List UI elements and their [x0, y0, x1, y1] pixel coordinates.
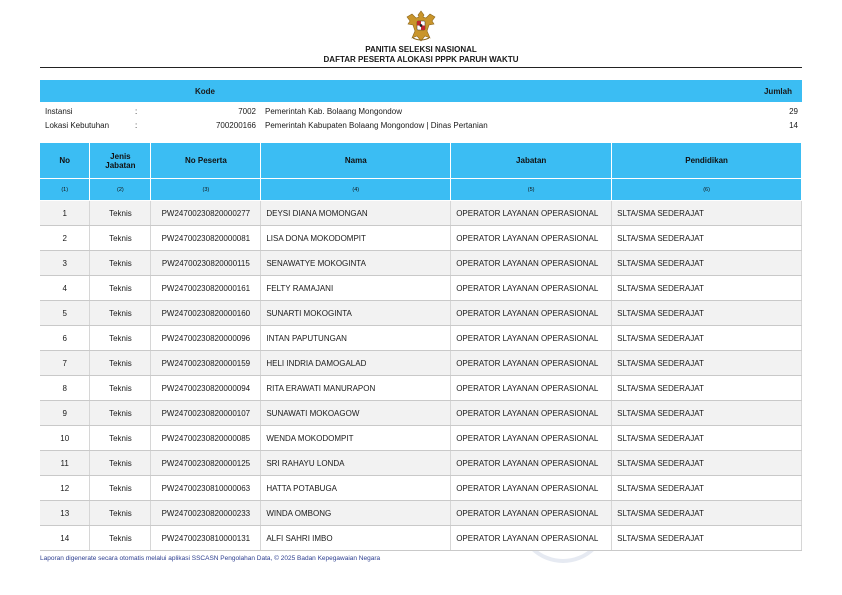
table-row — [40, 226, 802, 251]
summary-header — [40, 80, 802, 102]
cell-jenis-jabatan: Teknis — [90, 226, 151, 251]
cell-pendidikan: SLTA/SMA SEDERAJAT — [612, 526, 802, 551]
summary-code: 700200166 — [215, 121, 256, 130]
cell-jabatan: OPERATOR LAYANAN OPERASIONAL — [451, 376, 612, 401]
cell-nama: DEYSI DIANA MOMONGAN — [261, 201, 451, 226]
table-column-number-row — [40, 179, 802, 201]
cell-nama: SENAWATYE MOKOGINTA — [261, 251, 451, 276]
table-row — [40, 501, 802, 526]
cell-no: 13 — [40, 501, 90, 526]
cell-nama: INTAN PAPUTUNGAN — [261, 326, 451, 351]
summary-kode-header: Kode — [195, 87, 215, 96]
table-row — [40, 426, 802, 451]
title-divider — [40, 67, 802, 68]
cell-no-peserta: PW24700230820000094 — [151, 376, 261, 401]
cell-no: 6 — [40, 326, 90, 351]
cell-nama: WENDA MOKODOMPIT — [261, 426, 451, 451]
cell-pendidikan: SLTA/SMA SEDERAJAT — [612, 501, 802, 526]
cell-jabatan: OPERATOR LAYANAN OPERASIONAL — [451, 501, 612, 526]
summary-row-instansi — [40, 106, 802, 118]
table-row — [40, 326, 802, 351]
summary-count: 14 — [789, 121, 798, 130]
cell-no: 12 — [40, 476, 90, 501]
summary-code: 7002 — [238, 107, 256, 116]
page-title-line1: PANITIA SELEKSI NASIONAL — [365, 45, 477, 54]
cell-jabatan: OPERATOR LAYANAN OPERASIONAL — [451, 526, 612, 551]
cell-no-peserta: PW24700230810000063 — [151, 476, 261, 501]
cell-jenis-jabatan: Teknis — [90, 526, 151, 551]
summary-colon: : — [135, 121, 138, 130]
cell-no-peserta: PW24700230820000233 — [151, 501, 261, 526]
cell-jabatan: OPERATOR LAYANAN OPERASIONAL — [451, 251, 612, 276]
table-row — [40, 301, 802, 326]
cell-jenis-jabatan: Teknis — [90, 501, 151, 526]
cell-pendidikan: SLTA/SMA SEDERAJAT — [612, 301, 802, 326]
cell-pendidikan: SLTA/SMA SEDERAJAT — [612, 201, 802, 226]
summary-name: Pemerintah Kabupaten Bolaang Mongondow | Dinas Pertanian — [265, 121, 488, 130]
column-header-nama: Nama — [261, 143, 451, 179]
table-row — [40, 526, 802, 551]
summary-jumlah-header: Jumlah — [763, 87, 792, 96]
cell-pendidikan: SLTA/SMA SEDERAJAT — [612, 326, 802, 351]
cell-no: 4 — [40, 276, 90, 301]
cell-nama: SRI RAHAYU LONDA — [261, 451, 451, 476]
cell-nama: SUNARTI MOKOGINTA — [261, 301, 451, 326]
cell-jenis-jabatan: Teknis — [90, 251, 151, 276]
cell-no-peserta: PW24700230820000107 — [151, 401, 261, 426]
cell-jabatan: OPERATOR LAYANAN OPERASIONAL — [451, 451, 612, 476]
cell-jenis-jabatan: Teknis — [90, 451, 151, 476]
cell-jabatan: OPERATOR LAYANAN OPERASIONAL — [451, 226, 612, 251]
cell-no-peserta: PW24700230820000161 — [151, 276, 261, 301]
cell-nama: HELI INDRIA DAMOGALAD — [261, 351, 451, 376]
footer-note: Laporan digenerate secara otomatis melalui aplikasi SSCASN Pengolahan Data, © 2025 Badan Kepegawaian Negara — [40, 555, 381, 562]
cell-no-peserta: PW24700230820000096 — [151, 326, 261, 351]
cell-jenis-jabatan: Teknis — [90, 276, 151, 301]
column-header-no: No — [40, 143, 90, 179]
cell-nama: FELTY RAMAJANI — [261, 276, 451, 301]
participants-table — [40, 143, 802, 551]
cell-jenis-jabatan: Teknis — [90, 351, 151, 376]
cell-pendidikan: SLTA/SMA SEDERAJAT — [612, 376, 802, 401]
cell-nama: SUNAWATI MOKOAGOW — [261, 401, 451, 426]
cell-no: 2 — [40, 226, 90, 251]
table-row — [40, 201, 802, 226]
cell-no: 8 — [40, 376, 90, 401]
cell-no: 3 — [40, 251, 90, 276]
table-row — [40, 451, 802, 476]
cell-no: 11 — [40, 451, 90, 476]
table-row — [40, 276, 802, 301]
cell-jabatan: OPERATOR LAYANAN OPERASIONAL — [451, 351, 612, 376]
cell-no-peserta: PW24700230820000085 — [151, 426, 261, 451]
column-number: (4) — [261, 179, 451, 201]
summary-row-lokasi — [40, 120, 802, 132]
garuda-emblem-icon — [403, 8, 439, 44]
cell-pendidikan: SLTA/SMA SEDERAJAT — [612, 226, 802, 251]
column-header-no-peserta: No Peserta — [151, 143, 261, 179]
cell-jabatan: OPERATOR LAYANAN OPERASIONAL — [451, 401, 612, 426]
cell-pendidikan: SLTA/SMA SEDERAJAT — [612, 351, 802, 376]
cell-pendidikan: SLTA/SMA SEDERAJAT — [612, 401, 802, 426]
cell-no: 10 — [40, 426, 90, 451]
cell-no-peserta: PW24700230810000131 — [151, 526, 261, 551]
cell-pendidikan: SLTA/SMA SEDERAJAT — [612, 426, 802, 451]
table-row — [40, 476, 802, 501]
cell-nama: LISA DONA MOKODOMPIT — [261, 226, 451, 251]
table-row — [40, 401, 802, 426]
cell-nama: RITA ERAWATI MANURAPON — [261, 376, 451, 401]
cell-no-peserta: PW24700230820000125 — [151, 451, 261, 476]
cell-no-peserta: PW24700230820000277 — [151, 201, 261, 226]
cell-jabatan: OPERATOR LAYANAN OPERASIONAL — [451, 201, 612, 226]
cell-jenis-jabatan: Teknis — [90, 476, 151, 501]
cell-pendidikan: SLTA/SMA SEDERAJAT — [612, 451, 802, 476]
column-header-jabatan: Jabatan — [451, 143, 612, 179]
cell-nama: WINDA OMBONG — [261, 501, 451, 526]
summary-colon: : — [135, 107, 138, 116]
summary-count: 29 — [789, 107, 798, 116]
cell-no: 5 — [40, 301, 90, 326]
cell-jenis-jabatan: Teknis — [90, 201, 151, 226]
cell-jabatan: OPERATOR LAYANAN OPERASIONAL — [451, 276, 612, 301]
cell-no: 1 — [40, 201, 90, 226]
cell-no-peserta: PW24700230820000115 — [151, 251, 261, 276]
page-title-line2: DAFTAR PESERTA ALOKASI PPPK PARUH WAKTU — [323, 55, 519, 64]
cell-no: 7 — [40, 351, 90, 376]
table-row — [40, 251, 802, 276]
cell-no: 9 — [40, 401, 90, 426]
cell-no: 14 — [40, 526, 90, 551]
cell-jenis-jabatan: Teknis — [90, 376, 151, 401]
cell-jabatan: OPERATOR LAYANAN OPERASIONAL — [451, 426, 612, 451]
column-header-pendidikan: Pendidikan — [612, 143, 802, 179]
table-row — [40, 376, 802, 401]
cell-jenis-jabatan: Teknis — [90, 426, 151, 451]
column-number: (5) — [451, 179, 612, 201]
cell-jabatan: OPERATOR LAYANAN OPERASIONAL — [451, 476, 612, 501]
cell-no-peserta: PW24700230820000081 — [151, 226, 261, 251]
cell-pendidikan: SLTA/SMA SEDERAJAT — [612, 251, 802, 276]
cell-jenis-jabatan: Teknis — [90, 301, 151, 326]
table-row — [40, 351, 802, 376]
cell-jenis-jabatan: Teknis — [90, 326, 151, 351]
column-number: (1) — [40, 179, 90, 201]
cell-jabatan: OPERATOR LAYANAN OPERASIONAL — [451, 301, 612, 326]
column-number: (2) — [90, 179, 151, 201]
column-number: (6) — [612, 179, 802, 201]
cell-jabatan: OPERATOR LAYANAN OPERASIONAL — [451, 326, 612, 351]
cell-nama: ALFI SAHRI IMBO — [261, 526, 451, 551]
cell-no-peserta: PW24700230820000159 — [151, 351, 261, 376]
table-header-row — [40, 143, 802, 179]
summary-name: Pemerintah Kab. Bolaang Mongondow — [265, 107, 402, 116]
cell-nama: HATTA POTABUGA — [261, 476, 451, 501]
column-header-jenis-jabatan: Jenis Jabatan — [90, 143, 151, 179]
cell-pendidikan: SLTA/SMA SEDERAJAT — [612, 276, 802, 301]
cell-pendidikan: SLTA/SMA SEDERAJAT — [612, 476, 802, 501]
summary-label: Lokasi Kebutuhan — [45, 121, 110, 130]
cell-no-peserta: PW24700230820000160 — [151, 301, 261, 326]
cell-jenis-jabatan: Teknis — [90, 401, 151, 426]
column-number: (3) — [151, 179, 261, 201]
summary-label: Instansi — [45, 107, 73, 116]
